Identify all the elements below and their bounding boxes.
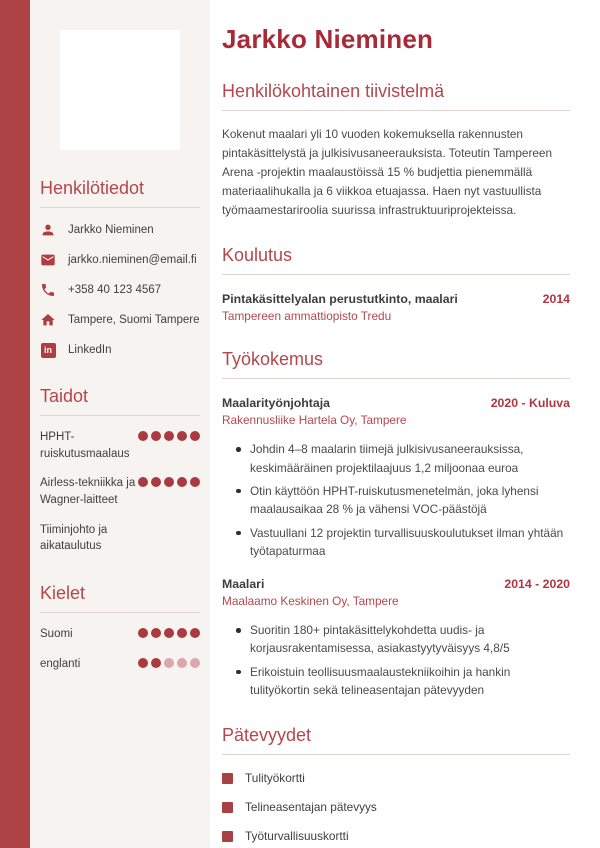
skill-label: Airless-tekniikka ja Wagner-laitteet [40, 477, 136, 507]
skill-row [40, 429, 200, 462]
qualification-item [222, 771, 570, 785]
skill-row [40, 522, 200, 555]
qualification-list [222, 771, 570, 843]
job-period: 2014 - 2020 [504, 577, 570, 592]
education-entry [222, 292, 570, 306]
candidate-name: Jarkko Nieminen [222, 24, 434, 54]
contact-email-value: jarkko.nieminen@email.fi [68, 254, 197, 266]
job-entry [222, 396, 570, 560]
square-bullet-icon [222, 831, 233, 842]
divider [40, 207, 200, 208]
language-label: englanti [40, 657, 81, 670]
contact-item-email[interactable] [40, 252, 200, 268]
job-company: Rakennusliike Hartela Oy, Tampere [222, 413, 407, 428]
job-bullet: Vastuullani 12 projektin turvallisuuskoulutukset ilman yhtään työtapaturmaa [236, 524, 570, 561]
education-heading: Koulutus [222, 245, 293, 266]
language-label: Suomi [40, 628, 73, 641]
job-header [222, 577, 570, 591]
qualification-item [222, 800, 570, 814]
contact-linkedin-value: LinkedIn [68, 344, 112, 356]
phone-icon [40, 282, 56, 298]
qualification-label: Telineasentajan pätevyys [245, 800, 377, 815]
summary-section [222, 81, 570, 219]
skill-rating-dots [138, 475, 200, 487]
education-org: Tampereen ammattiopisto Tredu [222, 309, 392, 324]
contact-phone-value: +358 40 123 4567 [68, 284, 162, 296]
education-section [222, 245, 570, 323]
qualifications-section [222, 725, 570, 843]
accent-stripe [0, 0, 30, 848]
language-rating-dots [138, 626, 200, 638]
job-header [222, 396, 570, 410]
person-icon [40, 222, 56, 238]
square-bullet-icon [222, 802, 233, 813]
divider [40, 415, 200, 416]
square-bullet-icon [222, 773, 233, 784]
language-rating-dots [138, 656, 200, 668]
skill-rating-dots [138, 429, 200, 441]
job-bullet: Otin käyttöön HPHT-ruiskutusmenetelmän, joka lyhensi maalausaikaa 28 % ja vähensi VOC-päästöjä [236, 482, 570, 519]
skill-label: Tiiminjohto ja aikataulutus [40, 523, 108, 553]
sidebar [30, 0, 210, 848]
summary-text: Kokenut maalari yli 10 vuoden kokemuksella rakennusten pintakäsittelystä ja julkisivusaneerauksista. Toteutin Tampereen Arena -projektin maalaustöissä 15 % budjettia pienemmällä materiaalihukalla ja 6 viikkoa etuajassa. Haen nyt vastuullista työmaamestariroolia suurissa infrastruktuuriprojekteissa. [222, 127, 553, 217]
contact-name-value: Jarkko Nieminen [68, 224, 154, 236]
education-period: 2014 [542, 292, 570, 307]
qualification-item [222, 829, 570, 843]
languages-section-heading: Kielet [40, 583, 86, 604]
job-title: Maalari [222, 577, 265, 592]
divider [222, 274, 570, 275]
divider [222, 378, 570, 379]
language-row [40, 656, 200, 673]
job-bullet-list [236, 621, 570, 699]
skill-label: HPHT-ruiskutusmaalaus [40, 431, 130, 460]
contact-list [40, 222, 200, 358]
skills-section-heading: Taidot [40, 386, 89, 406]
job-entry [222, 577, 570, 699]
contact-section-heading: Henkilötiedot [40, 178, 145, 198]
divider [222, 754, 570, 755]
experience-section [222, 349, 570, 699]
contact-location-value: Tampere, Suomi Tampere [68, 314, 200, 326]
experience-heading: Työkokemus [222, 349, 324, 370]
profile-photo-placeholder [60, 30, 180, 150]
summary-heading: Henkilökohtainen tiivistelmä [222, 81, 445, 101]
job-bullet-list [236, 440, 570, 560]
job-bullet: Suoritin 180+ pintakäsittelykohdetta uudis- ja korjausrakentamisessa, asiakastyytyväisyys 4,8/5 [236, 621, 570, 658]
skill-row [40, 475, 200, 508]
contact-item-linkedin[interactable] [40, 342, 200, 358]
job-company: Maalaamo Keskinen Oy, Tampere [222, 594, 399, 609]
job-period: 2020 - Kuluva [490, 396, 570, 411]
qualification-label: Työturvallisuuskortti [245, 829, 349, 844]
job-title: Maalarityönjohtaja [222, 396, 330, 411]
home-icon [40, 312, 56, 328]
job-bullet: Erikoistuin teollisuusmaalaustekniikoihin ja hankin tulityökortin sekä telineasentajan pätevyyden [236, 663, 570, 700]
contact-item-name [40, 222, 200, 238]
envelope-icon [40, 252, 56, 268]
divider [40, 612, 200, 613]
language-row [40, 626, 200, 643]
qualification-label: Tulityökortti [245, 771, 305, 786]
contact-item-phone [40, 282, 200, 298]
linkedin-icon: in [40, 342, 56, 358]
main-content [210, 0, 600, 848]
job-bullet: Johdin 4–8 maalarin tiimejä julkisivusaneerauksissa, keskimääräinen projektilaajuus 1,2 miljoonaa euroa [236, 440, 570, 477]
contact-item-location [40, 312, 200, 328]
education-title: Pintakäsittelyalan perustutkinto, maalari [222, 292, 458, 307]
divider [222, 110, 570, 111]
qualifications-heading: Pätevyydet [222, 725, 312, 746]
